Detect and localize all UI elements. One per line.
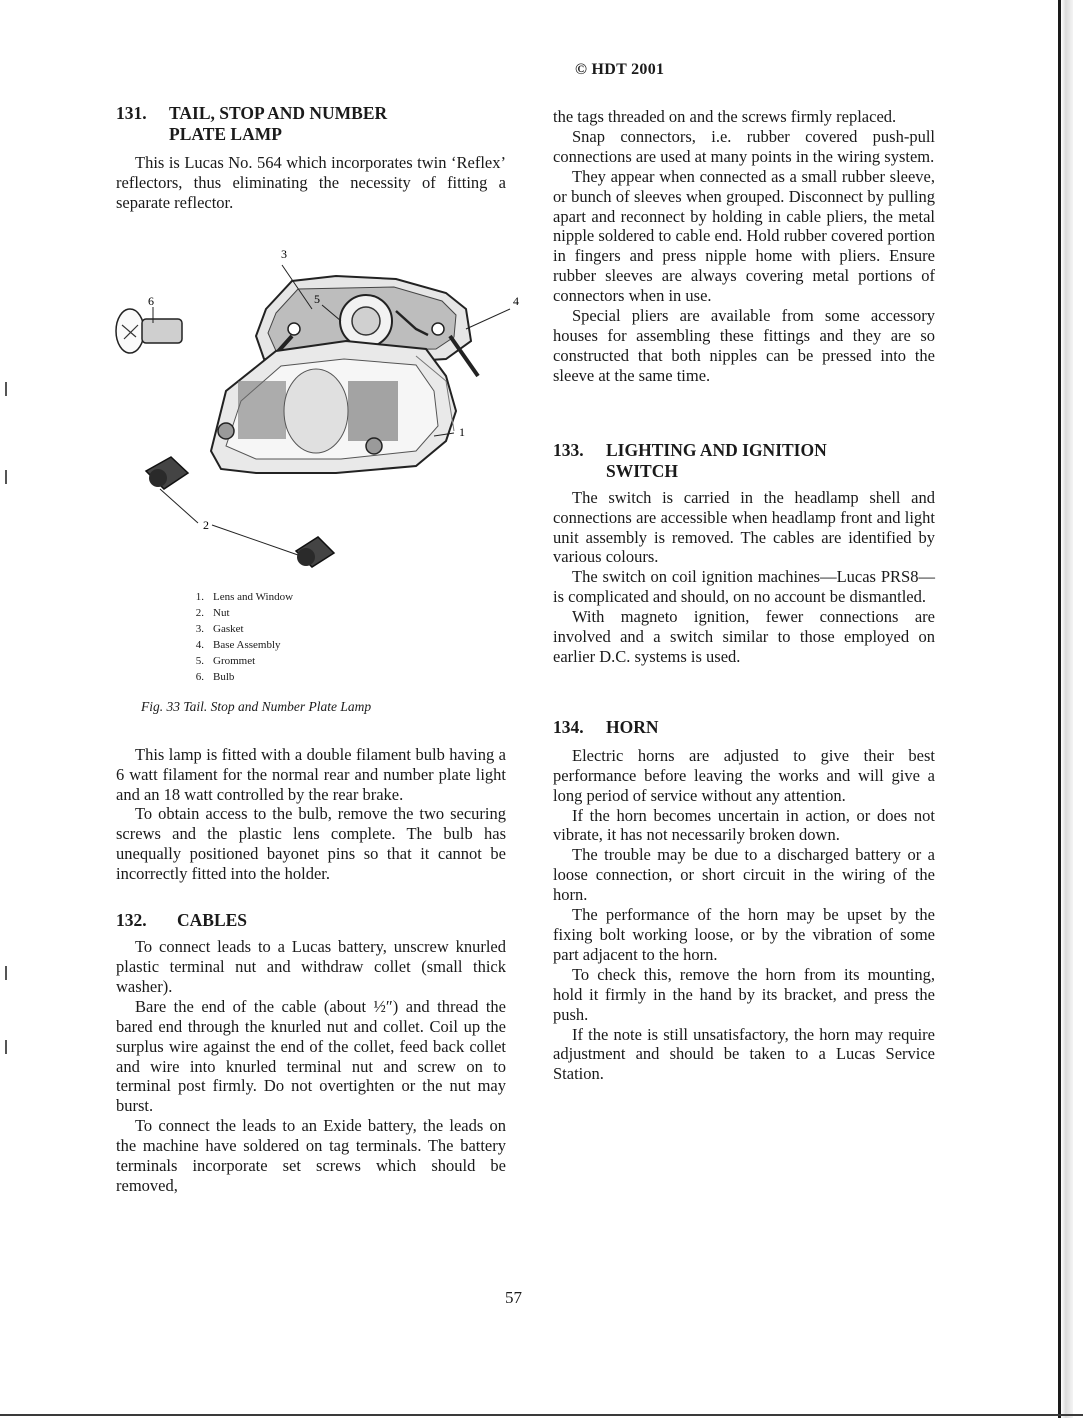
- section-title: TAIL, STOP AND NUMBER: [169, 103, 388, 123]
- paragraph: This lamp is fitted with a double filament bulb having a 6 watt filament for the normal rear and number plate light and an 18 watt controlled by the rear brake.: [116, 744, 506, 804]
- paragraph: To obtain access to the bulb, remove the two securing screws and the plastic lens complete. The bulb has unequally positioned bayonet pins so that it cannot be incorrectly fitted into the holder.: [116, 804, 506, 884]
- scan-mark: [5, 382, 7, 396]
- page-number: 57: [505, 1288, 522, 1307]
- callout-1: 1: [459, 424, 465, 439]
- paragraph: If the note is still unsatisfactory, the horn may require adjustment and should be taken to a Lucas Service Station.: [553, 1024, 935, 1084]
- legend-item: 4. Base Assembly: [195, 638, 281, 651]
- section-131-heading: [116, 103, 506, 145]
- paragraph: To connect the leads to an Exide battery, the leads on the machine have soldered on tag terminals. The battery terminals incorporate set screws which should be removed,: [116, 1116, 506, 1195]
- section-number: 131.: [116, 103, 147, 123]
- scan-mark: [5, 966, 7, 980]
- paragraph: To check this, remove the horn from its mounting, hold it firmly in the hand by its bracket, and press the push.: [553, 964, 935, 1024]
- section-132-heading: [116, 910, 506, 931]
- paragraph: the tags threaded on and the screws firmly replaced.: [553, 107, 897, 126]
- legend-item: 2. Nut: [195, 606, 230, 619]
- paragraph: The performance of the horn may be upset by the fixing bolt working loose, or by the vibration of some part adjacent to the horn.: [553, 905, 935, 964]
- section-number: 133.: [553, 439, 584, 460]
- callout-6: 6: [148, 293, 154, 308]
- scan-mark: [5, 470, 7, 484]
- paragraph: The switch is carried in the headlamp shell and connections are accessible when headlamp front and light unit assembly is removed. The cables are identified by various colours.: [553, 487, 935, 567]
- paragraph: This is Lucas No. 564 which incorporates twin ‘Reflex’ reflectors, thus eliminating the necessity of fitting a separate reflector.: [116, 153, 506, 212]
- paragraph: Electric horns are adjusted to give their best performance before leaving the works and will give a long period of service without any attention.: [553, 745, 935, 805]
- bulb-drawing: [116, 309, 182, 353]
- paragraph: The trouble may be due to a discharged battery or a loose connection, or short circuit in the wiring of the horn.: [553, 845, 935, 905]
- page-edge-bottom: [0, 1414, 1083, 1416]
- section-number: 132.: [116, 910, 147, 931]
- section-title: HORN: [606, 716, 659, 737]
- scan-mark: [5, 1040, 7, 1054]
- paragraph: Bare the end of the cable (about ½″) and thread the bared end through the knurled nut and collet. Coil up the surplus wire against the end of the collet, feed back collet and wire into knurled terminal nut and screw on to terminal post firmly. Do not overtighten or the nut may burst.: [116, 996, 506, 1116]
- paragraph: Snap connectors, i.e. rubber covered push-pull connections are used at many points in the wiring system.: [553, 126, 935, 166]
- legend-item: 3. Gasket: [195, 622, 244, 635]
- callout-4: 4: [513, 293, 519, 308]
- section-title-cont: SWITCH: [606, 460, 678, 481]
- lens-drawing: [211, 341, 456, 473]
- legend-item: 1. Lens and Window: [195, 590, 294, 603]
- paragraph: To connect leads to a Lucas battery, unscrew knurled plastic terminal nut and withdraw collet (small thick washer).: [116, 937, 506, 996]
- paragraph: With magneto ignition, fewer connections are involved and a switch similar to those employed on earlier D.C. systems is used.: [553, 607, 935, 666]
- paragraph: They appear when connected as a small rubber sleeve, or bunch of sleeves when grouped. Disconnect by pulling apart and reconnect by holding in cable pliers, the metal nipple soldered to cable end. Hold rubber covered portion in fingers and press nipple home with pliers. Ensure rubber sleeves are always covering metal portions of connectors when in use.: [553, 166, 935, 306]
- paragraph: The switch on coil ignition machines—Lucas PRS8—is complicated and should, on no account be dismantled.: [553, 567, 935, 607]
- section-133-heading: [553, 440, 935, 482]
- figure-legend: [188, 589, 506, 685]
- section-title-cont: PLATE LAMP: [169, 124, 282, 144]
- section-134-heading: [553, 717, 935, 738]
- page-edge-shadow: [1061, 0, 1073, 1418]
- right-column: [553, 107, 935, 1084]
- copyright-header: © HDT 2001: [575, 61, 665, 78]
- lamp-exploded-diagram: [116, 241, 519, 581]
- section-title: CABLES: [177, 910, 248, 931]
- callout-5: 5: [314, 291, 320, 306]
- legend-item: 6. Bulb: [195, 670, 235, 683]
- paragraph: Special pliers are available from some accessory houses for assembling these fittings and they are so constructed that both nipples can be pressed into the sleeve at the same time.: [553, 306, 935, 385]
- callout-2: 2: [203, 517, 209, 532]
- legend-item: 5. Grommet: [195, 654, 256, 667]
- callout-3: 3: [281, 246, 287, 261]
- section-number: 134.: [553, 716, 584, 737]
- page-edge-right: [1058, 0, 1061, 1418]
- left-column: [116, 103, 519, 1196]
- lamp-figure: [116, 241, 519, 581]
- figure-caption: Fig. 33 Tail. Stop and Number Plate Lamp: [141, 698, 372, 714]
- paragraph: If the horn becomes uncertain in action, or does not vibrate, it has not necessarily broken down.: [553, 805, 935, 845]
- section-title: LIGHTING AND IGNITION: [606, 439, 827, 460]
